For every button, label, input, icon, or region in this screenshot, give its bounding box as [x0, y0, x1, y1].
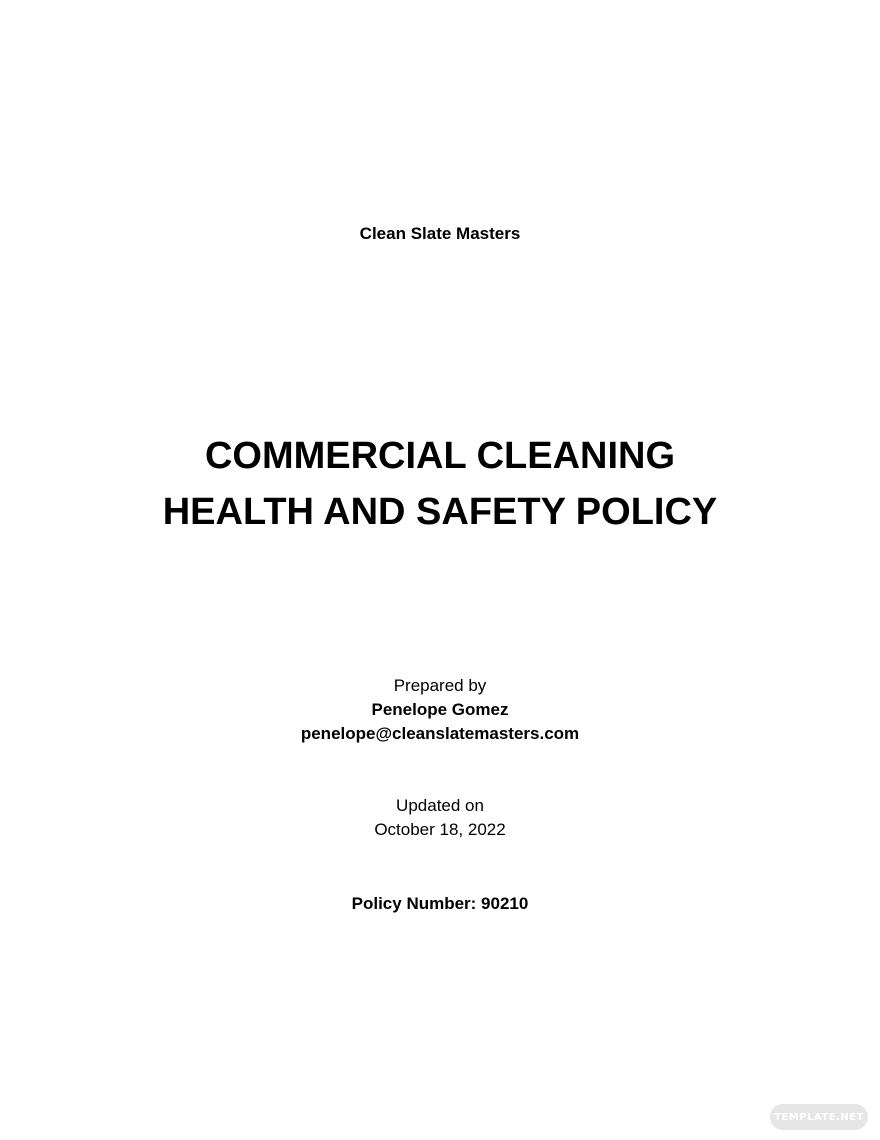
prepared-by-label: Prepared by	[393, 676, 487, 695]
updated-date: October 18, 2022	[374, 820, 506, 839]
document-title	[0, 428, 880, 540]
policy-number: Policy Number: 90210	[351, 894, 529, 913]
author-name: Penelope Gomez	[371, 700, 509, 719]
title-line-2: HEALTH AND SAFETY POLICY	[162, 491, 718, 533]
updated-on-label: Updated on	[396, 796, 484, 815]
author-email: penelope@cleanslatemasters.com	[300, 724, 580, 743]
title-line-1: COMMERCIAL CLEANING	[204, 435, 676, 477]
template-watermark: TEMPLATE.NET	[770, 1104, 868, 1130]
company-name: Clean Slate Masters	[359, 224, 521, 243]
